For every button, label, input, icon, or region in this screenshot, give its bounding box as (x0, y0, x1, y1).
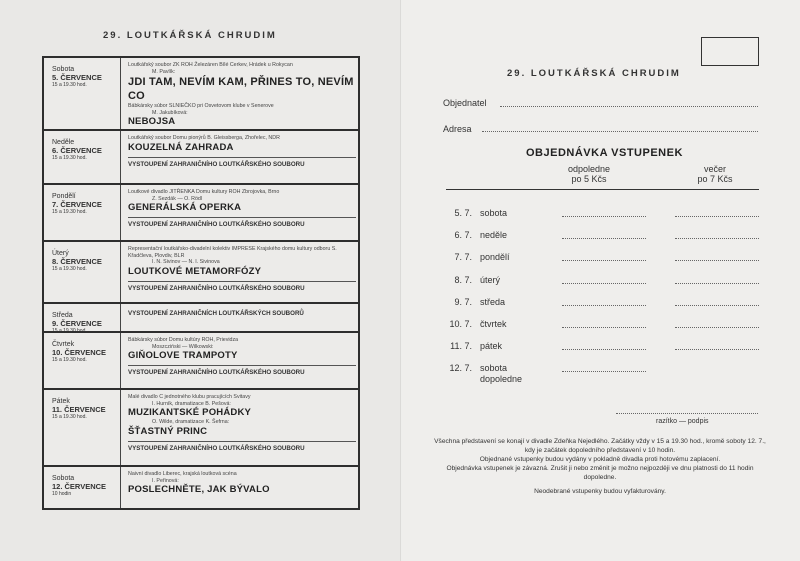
play-title: KOUZELNÁ ZAHRADA (128, 141, 234, 153)
day-time: 15 a 19.30 hod. (52, 82, 87, 88)
order-day-name: pátek (480, 341, 503, 352)
order-day-date: 7. 7. (454, 252, 472, 263)
programme-row (44, 304, 358, 333)
day-time: 10 hodin (52, 491, 72, 497)
day-date: 9. ČERVENCE (52, 319, 102, 328)
author-credits: I. Peřinová: (152, 477, 179, 484)
ensemble-name: Bábkársky súbor SLNIEČKO pri Osvetovom klube v Senerove (128, 103, 274, 109)
order-form-title: 29. LOUTKÁŘSKÁ CHRUDIM (507, 68, 681, 79)
day-name: Pátek (52, 398, 70, 405)
foreign-ensemble-note: VYSTOUPENÍ ZAHRANIČNÍHO LOUTKÁŘSKÉHO SOUBORU (128, 221, 305, 228)
foreign-ensemble-note: VYSTOUPENÍ ZAHRANIČNÍCH LOUTKÁŘSKÝCH SOUBORŮ (128, 310, 304, 317)
stamp-box (701, 37, 759, 66)
order-day-date: 12. 7. (449, 363, 472, 374)
programme-content (128, 471, 354, 496)
column-divider (120, 390, 121, 465)
programme-content (128, 189, 354, 229)
programme-day (52, 193, 120, 215)
order-day-date: 5. 7. (454, 208, 472, 218)
programme-row (44, 131, 358, 185)
programme-row (44, 333, 358, 390)
day-name: Neděle (52, 139, 75, 146)
programme-day (52, 139, 120, 161)
column-afternoon (554, 164, 624, 184)
afternoon-quantity-field[interactable] (562, 305, 646, 306)
programme-row (44, 467, 358, 508)
column-divider (120, 467, 121, 508)
column-afternoon-title: odpoledne (567, 164, 611, 174)
inner-divider (128, 281, 356, 282)
day-time: 15 a 19.30 hod. (52, 414, 87, 420)
day-time: 15 a 19.30 hod. (52, 266, 87, 272)
day-name: Sobota (52, 66, 75, 73)
programme-day (52, 66, 120, 88)
signature-field[interactable] (616, 413, 758, 414)
inner-divider (128, 365, 356, 366)
signature-label: razítko — podpis (656, 418, 709, 425)
foreign-ensemble-note: VYSTOUPENÍ ZAHRANIČNÍHO LOUTKÁŘSKÉHO SOUBORU (128, 444, 305, 452)
evening-quantity-field[interactable] (675, 238, 759, 239)
day-date: 11. ČERVENCE (52, 405, 106, 414)
day-date: 7. ČERVENCE (52, 200, 102, 209)
day-date: 5. ČERVENCE (52, 73, 102, 82)
afternoon-quantity-field[interactable] (562, 327, 646, 328)
order-day-name: čtvrtek (480, 319, 507, 329)
order-notes (430, 437, 770, 496)
author-credits: I. Hurník, dramatizace B. Pešová: (152, 400, 231, 407)
programme-content (128, 246, 354, 293)
column-divider (120, 304, 121, 331)
day-date: 8. ČERVENCE (52, 257, 102, 266)
evening-quantity-field[interactable] (675, 216, 759, 217)
order-day-name: sobota (480, 208, 508, 218)
foreign-ensemble-note: VYSTOUPENÍ ZAHRANIČNÍHO LOUTKÁŘSKÉHO SOUBORU (128, 284, 305, 292)
column-divider (120, 333, 121, 388)
order-day-name: sobota dopoledne (480, 363, 523, 385)
play-title: NEBOJSA (128, 116, 176, 127)
evening-quantity-field[interactable] (675, 283, 759, 284)
address-label: Adresa (443, 124, 472, 134)
address-field[interactable] (482, 131, 758, 132)
day-name: Čtvrtek (52, 341, 75, 348)
order-heading: OBJEDNÁVKA VSTUPENEK (526, 147, 683, 159)
play-title: GENERÁLSKÁ OPERKA (128, 202, 242, 213)
day-date: 12. ČERVENCE (52, 482, 107, 491)
programme-content (128, 135, 354, 169)
afternoon-quantity-field[interactable] (562, 216, 646, 217)
day-date: 10. ČERVENCE (52, 348, 107, 357)
day-time: 15 a 19.30 hod. (52, 328, 87, 334)
ensemble-name: Naivní divadlo Liberec, krajská loutková scéna (128, 471, 237, 477)
day-time: 15 a 19.30 hod. (52, 155, 87, 161)
author-credits: M. Pavlík: (152, 68, 176, 75)
evening-quantity-field[interactable] (675, 305, 759, 306)
author-credits: Z. Sezdák — O. Rödl (152, 195, 203, 202)
programme-content (128, 337, 354, 377)
author-credits: M. Jakubíková: (152, 109, 188, 116)
play-title: JDI TAM, NEVÍM KAM, PŘINES TO, NEVÍM CO (128, 76, 354, 102)
column-afternoon-price: po 5 Kčs (571, 174, 607, 184)
day-name: Úterý (52, 250, 69, 257)
programme-row (44, 185, 358, 242)
inner-divider (128, 441, 356, 442)
afternoon-quantity-field[interactable] (562, 238, 646, 239)
programme-row (44, 58, 358, 131)
play-title: GIŇOLOVE TRAMPOTY (128, 350, 238, 361)
programme-day (52, 398, 120, 420)
day-name: Středa (52, 312, 73, 319)
afternoon-quantity-field[interactable] (562, 260, 646, 261)
afternoon-quantity-field[interactable] (562, 283, 646, 284)
play-title: LOUTKOVÉ METAMORFÓZY (128, 265, 262, 277)
programme-day (52, 341, 120, 363)
column-divider (120, 185, 121, 240)
ensemble-name: Loutkářský soubor ZK ROH Železáren Bílé Cerkev, Hrádek u Rokycan (128, 62, 293, 68)
order-note: Objednané vstupenky budou vydány v pokladně divadla proti hotovému zaplacení. (479, 456, 721, 463)
foreign-ensemble-note: VYSTOUPENÍ ZAHRANIČNÍHO LOUTKÁŘSKÉHO SOUBORU (128, 369, 305, 376)
evening-quantity-field[interactable] (675, 260, 759, 261)
programme-title: 29. LOUTKÁŘSKÁ CHRUDIM (103, 30, 277, 41)
ensemble-name: Malé divadlo C jednotného klubu pracujících Svitavy (128, 394, 251, 400)
column-evening-title: večer (703, 164, 726, 174)
column-evening-price: po 7 Kčs (697, 174, 733, 184)
programme-day (52, 475, 120, 497)
afternoon-quantity-field[interactable] (562, 349, 646, 350)
day-name: Sobota (52, 475, 75, 482)
orderer-label: Objednatel (443, 98, 487, 108)
programme-content (128, 62, 354, 128)
order-day-name: neděle (480, 230, 508, 241)
evening-quantity-field[interactable] (675, 349, 759, 350)
orderer-field[interactable] (500, 106, 758, 107)
afternoon-quantity-field[interactable] (562, 371, 646, 372)
order-note: Všechna představení se konají v divadle Zdeňka Nejedlého. Začátky vždy v 15 a 19.30 hod., kromě soboty 12. 7., kdy je začátek dopoledního představení v 10 hodin. (434, 438, 766, 454)
inner-divider (128, 217, 356, 218)
play-title: ŠŤASTNÝ PRINC (128, 425, 208, 437)
day-time: 15 a 19.30 hod. (52, 357, 87, 363)
column-divider (120, 58, 121, 129)
header-rule (446, 189, 759, 190)
order-note: Neodebrané vstupenky budou vyfakturovány. (534, 488, 666, 495)
ensemble-name: Loutkové divadlo JITŘENKA Domu kultury ROH Zbrojovka, Brno (128, 189, 280, 195)
author-credits: O. Wilde, dramatizace K. Šefrna: (152, 419, 230, 425)
order-day-name: úterý (480, 274, 501, 285)
programme-table (42, 56, 360, 510)
day-date: 6. ČERVENCE (52, 146, 102, 155)
ensemble-name: Loutkářský soubor Domu pionýrů B. Gleissberga, Zhořelec, NDR (128, 135, 280, 141)
inner-divider (128, 157, 356, 158)
order-day-date: 11. 7. (450, 341, 472, 352)
column-divider (120, 131, 121, 183)
programme-content (128, 309, 354, 318)
play-title: MUZIKANTSKÉ POHÁDKY (128, 407, 252, 418)
order-form-page (402, 0, 800, 561)
ensemble-name: Representační loutkářsko-divadelní kolektiv IMPRESE Krajského domu kultury odboru S. Křadčleva, Plovdiv, BLR (128, 246, 337, 259)
programme-row (44, 242, 358, 304)
author-credits: I. N. Sivinov — N. I. Sivinova (152, 259, 220, 265)
order-day-date: 9. 7. (454, 296, 472, 307)
order-day-date: 10. 7. (449, 319, 472, 329)
programme-day (52, 250, 120, 272)
play-title: POSLECHNĚTE, JAK BÝVALO (128, 484, 270, 495)
foreign-ensemble-note: VYSTOUPENÍ ZAHRANIČNÍHO LOUTKÁŘSKÉHO SOUBORU (128, 160, 305, 168)
order-day-name: středa (480, 296, 506, 307)
programme-content (128, 394, 354, 453)
day-name: Pondělí (52, 193, 76, 200)
order-day-date: 6. 7. (454, 230, 472, 241)
day-time: 15 a 19.30 hod. (52, 209, 87, 215)
author-credits: Moszcziński — Wilkowski: (152, 343, 214, 350)
order-day-date: 8. 7. (454, 274, 472, 285)
order-day-name: pondělí (480, 252, 510, 263)
order-note: Objednávka vstupenek je závazná. Zrušit ji nebo změnit je možno nejpozději ve dnu platnosti do 11 hodin dopoledne. (446, 465, 754, 481)
column-evening (680, 164, 750, 184)
ensemble-name: Bábkársky súbor Domu kultúry ROH, Prievidza (128, 337, 239, 343)
programme-day (52, 312, 120, 334)
column-divider (120, 242, 121, 302)
evening-quantity-field[interactable] (675, 327, 759, 328)
programme-row (44, 390, 358, 467)
